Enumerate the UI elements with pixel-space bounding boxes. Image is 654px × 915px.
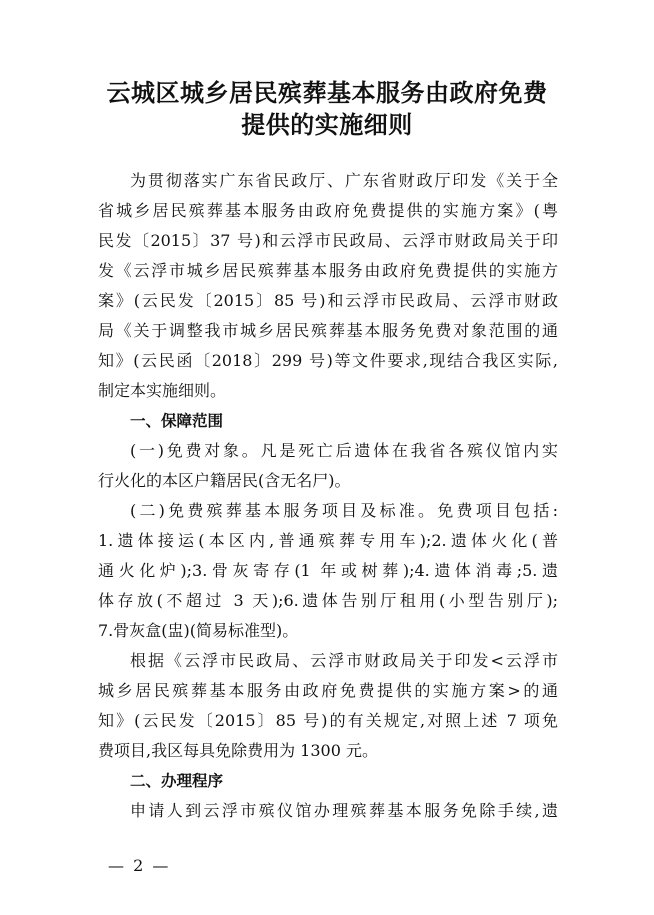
paragraph-line: 通火化炉);3.骨灰寄存(1 年或树葬);4.遗体消毒;5.遗 — [98, 561, 558, 580]
section-heading: 一、保障范围 — [130, 412, 224, 430]
paragraph-line: 费项目,我区每具免除费用为 1300 元。 — [98, 741, 378, 760]
paragraph-line: 案》(云民发〔2015〕85 号)和云浮市民政局、云浮市财政 — [98, 291, 558, 310]
paragraph-line: 1.遗体接运(本区内,普通殡葬专用车);2.遗体火化(普 — [98, 531, 558, 550]
paragraph-line: 省城乡居民殡葬基本服务由政府免费提供的实施方案》(粤 — [98, 201, 558, 220]
document-title-line-2: 提供的实施细则 — [241, 111, 413, 139]
paragraph-line: (一)免费对象。凡是死亡后遗体在我省各殡仪馆内实 — [130, 441, 558, 460]
section-heading: 二、办理程序 — [130, 772, 224, 790]
paragraph-line: 根据《云浮市民政局、云浮市财政局关于印发<云浮市 — [130, 651, 558, 670]
paragraph-line: 申请人到云浮市殡仪馆办理殡葬基本服务免除手续,遗 — [130, 801, 558, 820]
document-body — [98, 166, 558, 826]
paragraph-line: 知》(云民函〔2018〕299 号)等文件要求,现结合我区实际, — [98, 351, 558, 370]
paragraph-line: 体存放(不超过 3 天);6.遗体告别厅租用(小型告别厅); — [98, 591, 558, 610]
paragraph-line: 制定本实施细则。 — [98, 381, 227, 400]
paragraph-line: (二)免费殡葬基本服务项目及标准。免费项目包括: — [130, 501, 558, 520]
paragraph-line: 城乡居民殡葬基本服务由政府免费提供的实施方案>的通 — [98, 681, 558, 700]
paragraph-line: 为贯彻落实广东省民政厅、广东省财政厅印发《关于全 — [130, 171, 558, 190]
paragraph-line: 民发〔2015〕37 号)和云浮市民政局、云浮市财政局关于印 — [98, 231, 558, 250]
paragraph-line: 发《云浮市城乡居民殡葬基本服务由政府免费提供的实施方 — [98, 261, 558, 280]
paragraph-line: 7.骨灰盒(盅)(简易标准型)。 — [98, 621, 299, 640]
paragraph-line: 行火化的本区户籍居民(含无名尸)。 — [98, 471, 351, 490]
document-title-line-1: 云城区城乡居民殡葬基本服务由政府免费 — [106, 79, 548, 107]
paragraph-line: 知》(云民发〔2015〕85 号)的有关规定,对照上述 7 项免 — [98, 711, 558, 730]
page-number: — 2 — — [108, 856, 171, 875]
paragraph-line: 局《关于调整我市城乡居民殡葬基本服务免费对象范围的通 — [98, 321, 558, 340]
